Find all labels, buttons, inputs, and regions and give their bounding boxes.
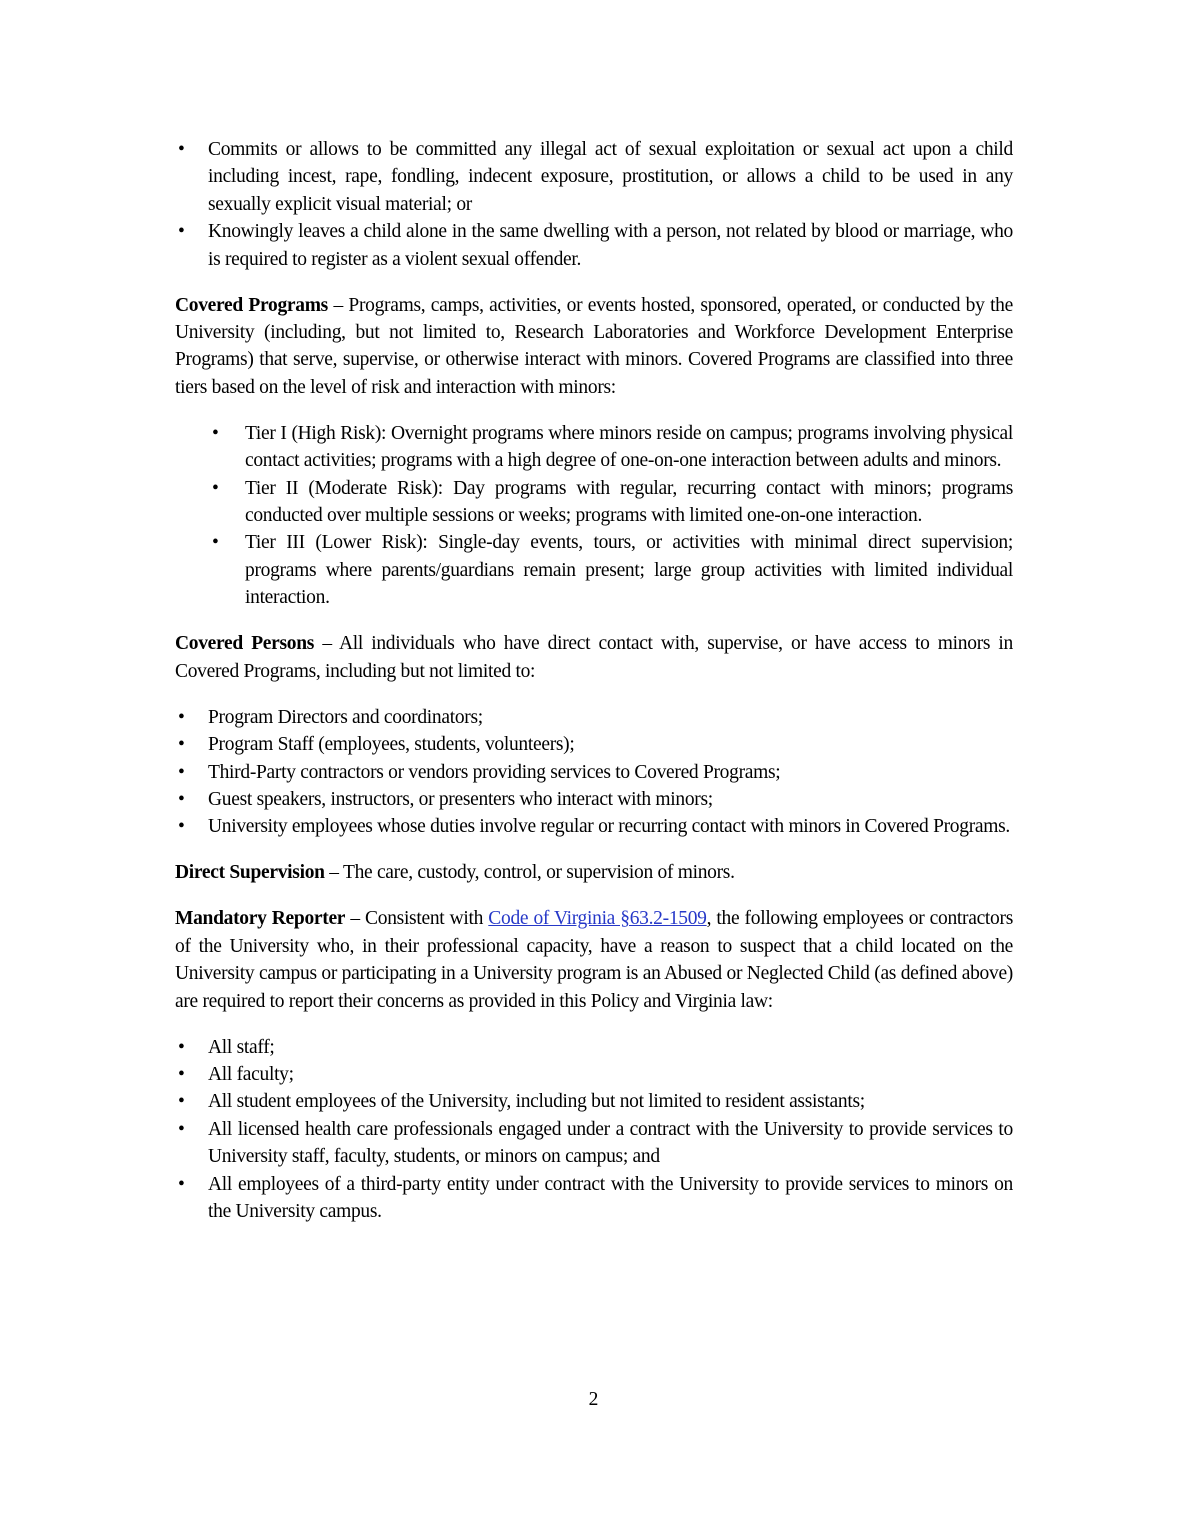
list-item	[175, 813, 1013, 840]
list-item	[175, 218, 1013, 273]
list-item	[175, 704, 1013, 731]
list-item-text: Commits or allows to be committed any illegal act of sexual exploitation or sexual act upon a child including incest, rape, fondling, indecent exposure, prostitution, or allows a child to be used in any sexually explicit visual material; or	[208, 139, 1013, 215]
bullet-icon: •	[178, 1118, 185, 1140]
list-item-tier-3	[175, 529, 1013, 611]
list-item-tier-1	[175, 420, 1013, 475]
list-item-text: All employees of a third-party entity under contract with the University to provide services to minors on the University campus.	[208, 1173, 1013, 1222]
definition-text: Programs, camps, activities, or events hosted, sponsored, operated, or conducted by the University (including, but not limited to, Research Laboratories and Workforce Development Enterprise Programs) that serve, supervise, or otherwise interact with minors. Covered Programs are classified into three tiers based on the level of risk and interaction with minors:	[175, 294, 1013, 398]
list-item-text: Program Staff (employees, students, volunteers);	[208, 734, 575, 756]
list-item	[175, 786, 1013, 813]
list-item	[175, 136, 1013, 218]
term-separator: –	[324, 862, 343, 884]
list-item-text: All student employees of the University, including but not limited to resident assistants;	[208, 1091, 865, 1113]
list-item-text: Tier II (Moderate Risk): Day programs with regular, recurring contact with minors; programs conducted over multiple sessions or weeks; programs with limited one-on-one interaction.	[245, 477, 1013, 527]
list-item-text: Tier III (Lower Risk): Single-day events, tours, or activities with minimal direct supervision; programs where parents/guardians remain present; large group activities with limited individual interaction.	[245, 532, 1013, 609]
definition-text: Consistent with	[365, 908, 489, 930]
list-item	[175, 759, 1013, 786]
bullet-icon: •	[178, 761, 185, 783]
covered-persons-list	[175, 704, 1013, 841]
mandatory-reporter-definition	[175, 905, 1013, 1015]
list-item-text: Knowingly leaves a child alone in the same dwelling with a person, not related by blood or marriage, who is required to register as a violent sexual offender.	[208, 221, 1013, 270]
direct-supervision-definition	[175, 859, 1013, 886]
bullet-icon: •	[178, 788, 185, 810]
bullet-icon: •	[212, 477, 219, 499]
term-mandatory-reporter: Mandatory Reporter	[175, 908, 346, 930]
bullet-icon: •	[178, 221, 185, 243]
list-item-text: Tier I (High Risk): Overnight programs where minors reside on campus; programs involving physical contact activities; programs with a high degree of one-on-one interaction between adults and minors.	[245, 422, 1013, 472]
bullet-icon: •	[178, 734, 185, 756]
page-number: 2	[588, 1389, 599, 1410]
term-separator: –	[314, 633, 339, 655]
covered-programs-definition	[175, 292, 1013, 402]
bullet-icon: •	[178, 1173, 185, 1195]
list-item-text: Guest speakers, instructors, or presenters who interact with minors;	[208, 788, 713, 810]
list-item-text: All staff;	[208, 1036, 275, 1058]
bullet-icon: •	[178, 816, 185, 838]
list-item-text: Third-Party contractors or vendors providing services to Covered Programs;	[208, 761, 781, 783]
covered-persons-definition	[175, 630, 1013, 685]
list-item-tier-2	[175, 475, 1013, 530]
bullet-icon: •	[178, 1036, 185, 1058]
list-item-text: University employees whose duties involve regular or recurring contact with minors in Covered Programs.	[208, 816, 1010, 838]
definition-text: , the following employees or contractors of the University who, in their professional capacity, have a reason to suspect that a child located on the University campus or participating in a University program is an Abused or Neglected Child (as defined above) are required to report their concerns as provided in this Policy and Virginia law:	[175, 908, 1013, 1012]
bullet-icon: •	[178, 1091, 185, 1113]
bullet-icon: •	[178, 139, 185, 160]
bullet-icon: •	[212, 532, 219, 554]
mandatory-reporters-list	[175, 1034, 1013, 1226]
list-item-text: All faculty;	[208, 1063, 294, 1085]
virginia-code-link[interactable]: Code of Virginia §63.2-1509	[488, 908, 707, 930]
bullet-icon: •	[178, 1063, 185, 1085]
list-item-text: All licensed health care professionals engaged under a contract with the University to provide services to University staff, faculty, students, or minors on campus; and	[208, 1118, 1013, 1168]
definition-text: The care, custody, control, or supervision of minors.	[342, 862, 735, 884]
list-item	[175, 1171, 1013, 1226]
list-item	[175, 1034, 1013, 1061]
list-item	[175, 731, 1013, 758]
list-item	[175, 1088, 1013, 1115]
document-body	[175, 136, 1013, 1244]
definition-text: All individuals who have direct contact with, supervise, or have access to minors in Covered Programs, including but not limited to:	[175, 633, 1013, 682]
bullet-icon: •	[178, 706, 185, 728]
list-item-text: Program Directors and coordinators;	[208, 706, 483, 728]
abuse-definition-list	[175, 136, 1013, 273]
list-item	[175, 1116, 1013, 1171]
term-separator: –	[327, 294, 349, 316]
list-item	[175, 1061, 1013, 1088]
bullet-icon: •	[212, 422, 219, 444]
term-covered-persons: Covered Persons	[175, 633, 315, 655]
term-separator: –	[345, 908, 366, 930]
tier-list	[175, 420, 1013, 612]
term-direct-supervision: Direct Supervision	[175, 862, 325, 884]
term-covered-programs: Covered Programs	[175, 294, 328, 316]
